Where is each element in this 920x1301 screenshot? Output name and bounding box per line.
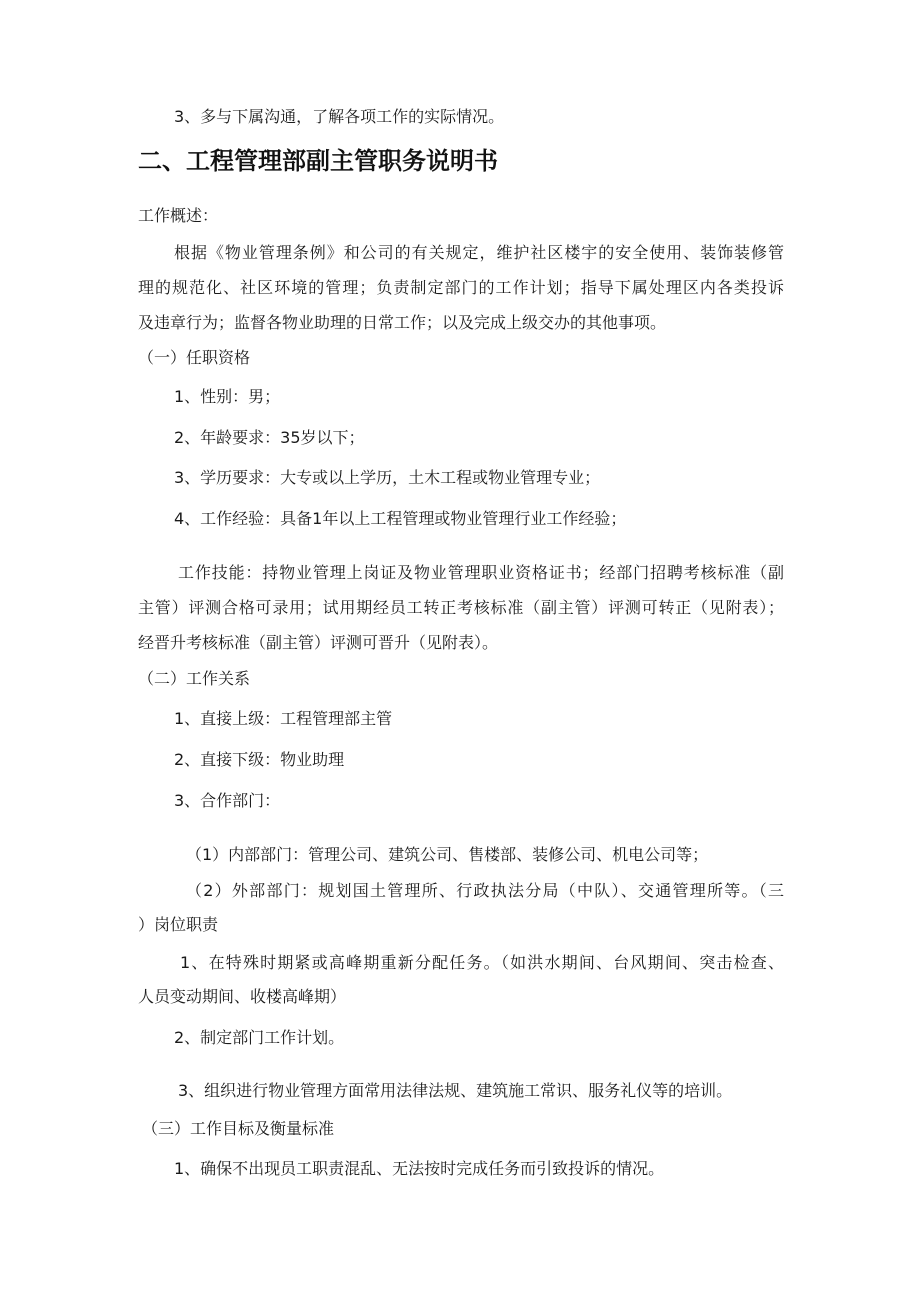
- overview-paragraph-line: 及违章行为；监督各物业助理的日常工作；以及完成上级交办的其他事项。: [138, 313, 667, 332]
- skills-paragraph-line: 工作技能：持物业管理上岗证及物业管理职业资格证书；经部门招聘考核标准（副: [178, 563, 784, 582]
- list-item: 3、学历要求：大专或以上学历，土木工程或物业管理专业；: [174, 468, 601, 487]
- duty-line: 2、制定部门工作计划。: [174, 1028, 345, 1047]
- duty-line: 人员变动期间、收楼高峰期）: [138, 987, 347, 1006]
- list-item: （1）内部部门：管理公司、建筑公司、售楼部、装修公司、机电公司等；: [186, 845, 709, 864]
- list-item: 1、直接上级：工程管理部主管: [174, 709, 393, 728]
- subsection-title: （二）工作关系: [138, 669, 251, 688]
- list-item: 2、年龄要求：35岁以下；: [174, 428, 365, 447]
- skills-paragraph-line: 主管）评测合格可录用；试用期经员工转正考核标准（副主管）评测可转正（见附表）；: [138, 598, 784, 617]
- list-item: 1、确保不出现员工职责混乱、无法按时完成任务而引致投诉的情况。: [174, 1159, 665, 1178]
- skills-paragraph-line: 经晋升考核标准（副主管）评测可晋升（见附表）。: [138, 633, 499, 652]
- list-item: 4、工作经验：具备1年以上工程管理或物业管理行业工作经验；: [174, 509, 627, 528]
- subsection-title: （一）任职资格: [138, 348, 251, 367]
- overview-label: 工作概述：: [138, 206, 219, 225]
- duty-line: 3、组织进行物业管理方面常用法律法规、建筑施工常识、服务礼仪等的培训。: [178, 1081, 733, 1100]
- list-item: 1、性别：男；: [174, 387, 281, 406]
- list-item: （2）外部部门：规划国土管理所、行政执法分局（中队）、交通管理所等。（三: [186, 881, 784, 900]
- section-heading: 二、工程管理部副主管职务说明书: [138, 147, 498, 175]
- subsection-title: （三）工作目标及衡量标准: [142, 1119, 335, 1138]
- list-item: 2、直接下级：物业助理: [174, 750, 345, 769]
- paragraph-line: 3、多与下属沟通，了解各项工作的实际情况。: [174, 107, 505, 126]
- subsection-title: ）岗位职责: [138, 915, 219, 934]
- overview-paragraph-line: 理的规范化、社区环境的管理；负责制定部门的工作计划；指导下属处理区内各类投诉: [138, 278, 784, 297]
- duty-line: 1、在特殊时期紧或高峰期重新分配任务。（如洪水期间、台风期间、突击检查、: [180, 953, 784, 972]
- overview-paragraph-line: 根据《物业管理条例》和公司的有关规定，维护社区楼宇的安全使用、装饰装修管: [174, 243, 784, 262]
- list-item: 3、合作部门：: [174, 791, 281, 810]
